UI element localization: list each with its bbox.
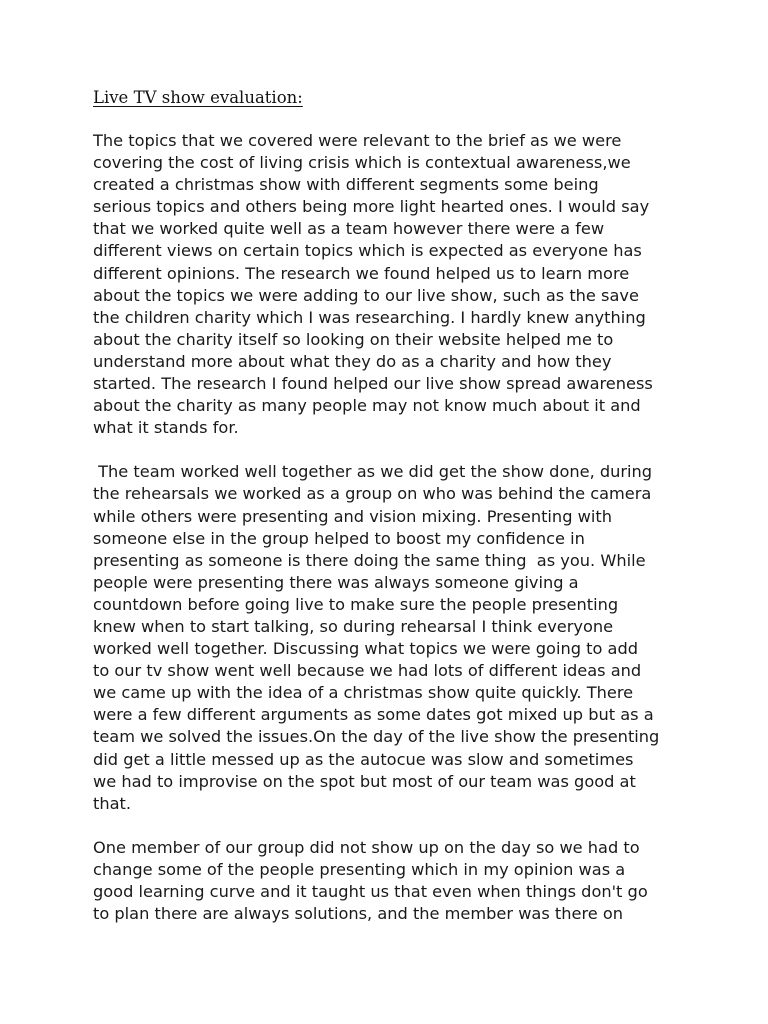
document-body — [93, 84, 683, 947]
paragraph-teamwork: The team worked well together as we did get the show done, during the rehearsals we worked as a group on who was behind the camera while others were presenting and vision mixing. Presenting with someone else in the group helped to boost my confidence in presenting as someone is there doing the same thing as you. While people were presenting there was always someone giving a countdown before going live to make sure the people presenting knew when to start talking, so during rehearsal I think everyone worked well together. Discussing what topics we were going to add to our tv show went well because we had lots of different ideas and we came up with the idea of a christmas show quite quickly. There were a few different arguments as some dates got mixed up but as a team we solved the issues.On the day of the live show the presenting did get a little messed up as the autocue was slow and sometimes we had to improvise on the spot but most of our team was good at that. — [93, 462, 660, 813]
paragraph-absent-member: One member of our group did not show up on the day so we had to change some of the people presenting which in my opinion was a good learning curve and it taught us that even when things don't go to plan there are always solutions, and the member was there on — [93, 837, 648, 924]
document-title: Live TV show evaluation: — [93, 88, 303, 107]
paragraph-topics-research: The topics that we covered were relevant to the brief as we were covering the cost of living crisis which is contextual awareness,we created a christmas show with different segments some being serious topics and others being more light hearted ones. I would say that we worked quite well as a team however there were a few different views on certain topics which is expected as everyone has different opinions. The research we found helped us to learn more about the topics we were adding to our live show, such as the save the children charity which I was researching. I hardly knew anything about the charity itself so looking on their website helped me to understand more about what they do as a charity and how they started. The research I found helped our live show spread awareness about the charity as many people may not know much about it and what it stands for. — [93, 131, 653, 438]
